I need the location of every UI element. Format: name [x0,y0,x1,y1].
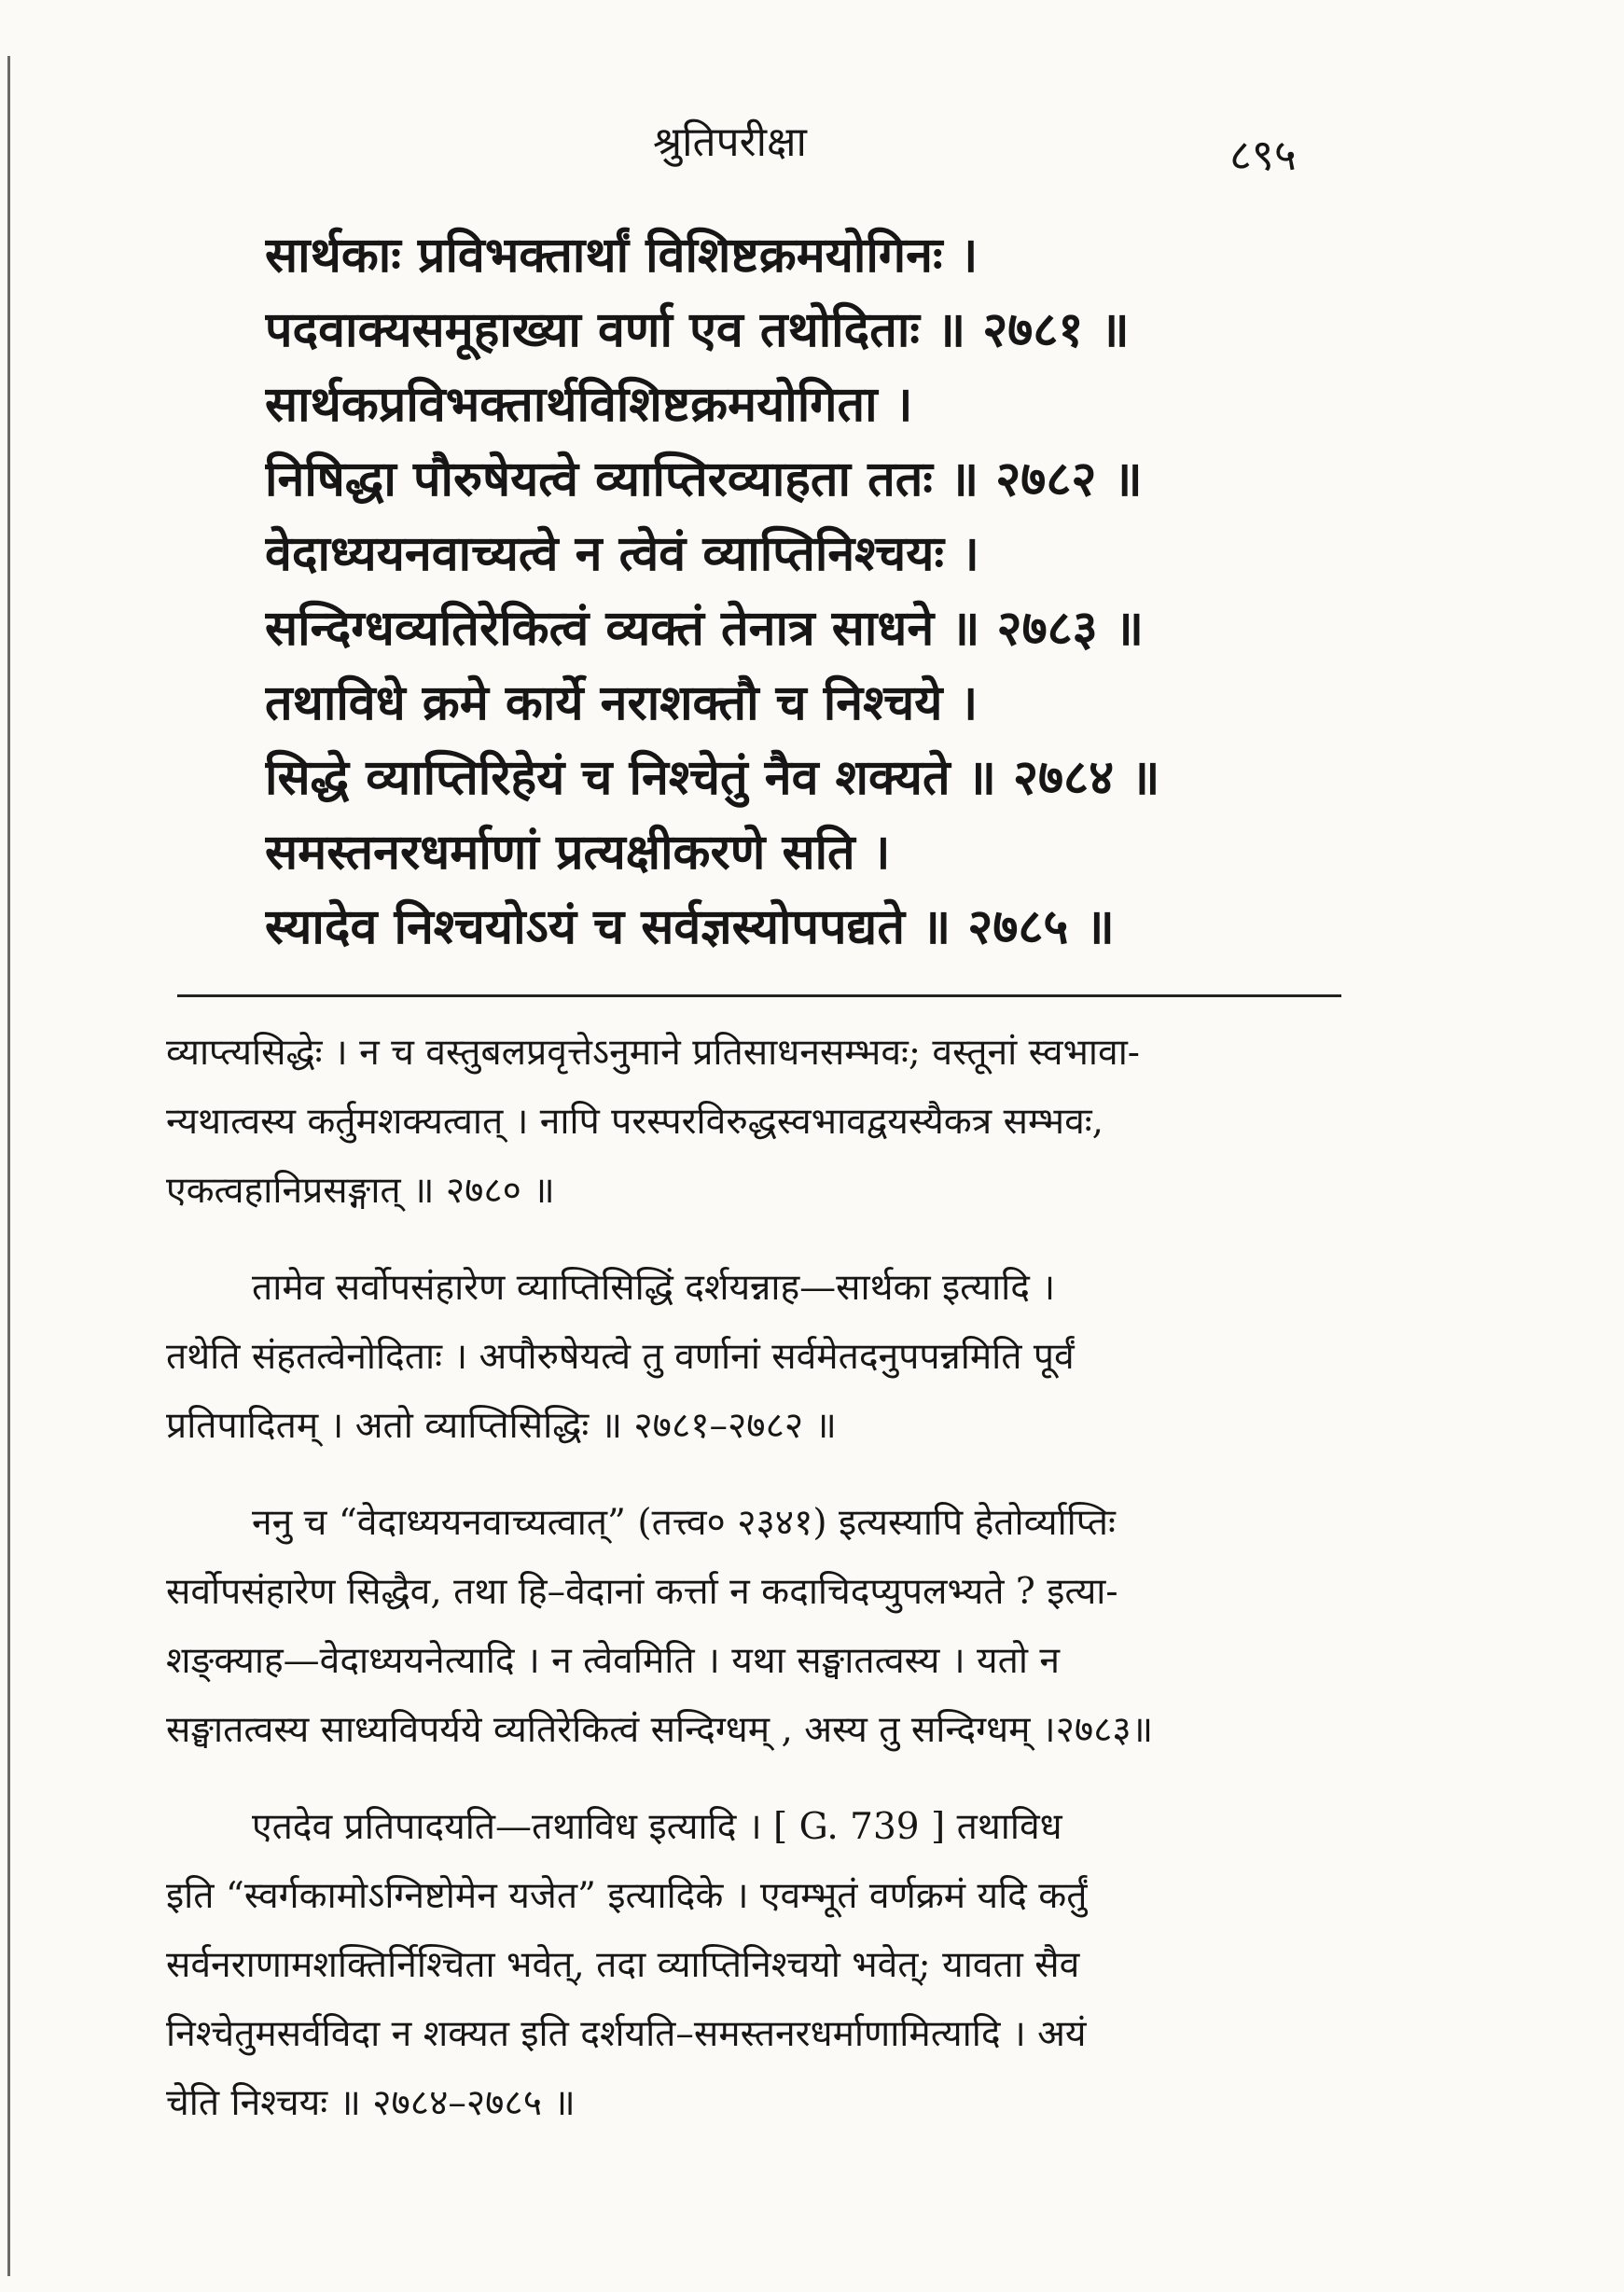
commentary-paragraph [166,1793,1349,2138]
commentary-line: ननु च “वेदाध्ययनवाच्यत्वात्” (तत्त्व० २३४१) इत्यस्यापि हेतोर्व्याप्तिः [252,1502,1116,1544]
commentary-paragraph [166,1254,1349,1461]
commentary-line: सर्वोपसंहारेण सिद्धैव, तथा हि–वेदानां कर्त्ता न कदाचिदप्युपलभ्यते ? इत्या- [166,1571,1118,1613]
verse-line: पदवाक्यसमूहाख्या वर्णा एव तथोदिताः ॥ २७८१ ॥ [265,301,1130,358]
running-header-title: श्रुतिपरीक्षा [653,118,807,166]
commentary-block [166,1019,1349,2138]
verse-line: सार्थकाः प्रविभक्तार्थां विशिष्टक्रमयोगिनः । [265,227,979,284]
commentary-line: शङ्क्याह—वेदाध्ययनेत्यादि । न त्वेवमिति । यथा सङ्घातत्वस्य । यतो न [166,1640,1060,1682]
commentary-line: सङ्घातत्वस्य साध्यविपर्यये व्यतिरेकित्वं सन्दिग्धम् , अस्य तु सन्दिग्धम् ।२७८३॥ [166,1709,1154,1751]
commentary-line: न्यथात्वस्य कर्तुमशक्यत्वात् । नापि परस्परविरुद्धस्वभावद्वयस्यैकत्र सम्भवः, [166,1101,1104,1143]
commentary-line: एतदेव प्रतिपादयति—तथाविध इत्यादि । [ G. 739 ] तथाविध [252,1806,1062,1848]
commentary-line: तामेव सर्वोपसंहारेण व्याप्तिसिद्धिं दर्शयन्नाह—सार्थका इत्यादि । [252,1267,1056,1309]
verse-line: स्यादेव निश्चयोऽयं च सर्वज्ञस्योपपद्यते ॥ २७८५ ॥ [265,898,1115,955]
commentary-line: चेति निश्चयः ॥ २७८४–२७८५ ॥ [166,2082,576,2124]
commentary-line: सर्वनराणामशक्तिर्निश्चिता भवेत्, तदा व्याप्तिनिश्चयो भवेत्; यावता सैव [166,1944,1080,1986]
section-divider [177,994,1341,997]
commentary-line: इति “स्वर्गकामोऽग्निष्टोमेन यजेत” इत्यादिके । एवम्भूतं वर्णक्रमं यदि कर्तुं [166,1875,1088,1917]
commentary-line: तथेति संहतत्वेनोदिताः । अपौरुषेयत्वे तु वर्णानां सर्वमेतदनुपपन्नमिति पूर्वं [166,1336,1075,1378]
verse-line: तथाविधे क्रमे कार्ये नराशक्तौ च निश्चये । [265,674,979,731]
verse-line: सन्दिग्धव्यतिरेकित्वं व्यक्तं तेनात्र साधने ॥ २७८३ ॥ [265,600,1144,657]
commentary-line: व्याप्त्यसिद्धेः । न च वस्तुबलप्रवृत्तेऽनुमाने प्रतिसाधनसम्भवः; वस्तूनां स्वभावा- [166,1032,1140,1074]
verse-line: निषिद्धा पौरुषेयत्वे व्याप्तिरव्याहता ततः ॥ २७८२ ॥ [265,451,1143,507]
commentary-line: एकत्वहानिप्रसङ्गात् ॥ २७८० ॥ [166,1170,555,1212]
commentary-line: निश्चेतुमसर्वविदा न शक्यत इति दर्शयति–समस्तनरधर्माणामित्यादि । अयं [166,2013,1087,2055]
verse-line: वेदाध्ययनवाच्यत्वे न त्वेवं व्याप्तिनिश्चयः । [265,525,979,582]
page-number: ८९५ [1229,130,1297,180]
page-edge-line [7,56,10,2276]
commentary-paragraph [166,1489,1349,1765]
verse-line: समस्तनरधर्माणां प्रत्यक्षीकरणे सति । [265,824,891,881]
commentary-line: प्रतिपादितम् । अतो व्याप्तिसिद्धिः ॥ २७८१–२७८२ ॥ [166,1405,837,1447]
verse-line: सिद्धे व्याप्तिरिहेयं च निश्चेतुं नैव शक्यते ॥ २७८४ ॥ [265,749,1160,806]
commentary-paragraph [166,1019,1349,1226]
verse-line: सार्थकप्रविभक्तार्थविशिष्टक्रमयोगिता । [265,376,913,433]
verse-block [265,218,1338,965]
